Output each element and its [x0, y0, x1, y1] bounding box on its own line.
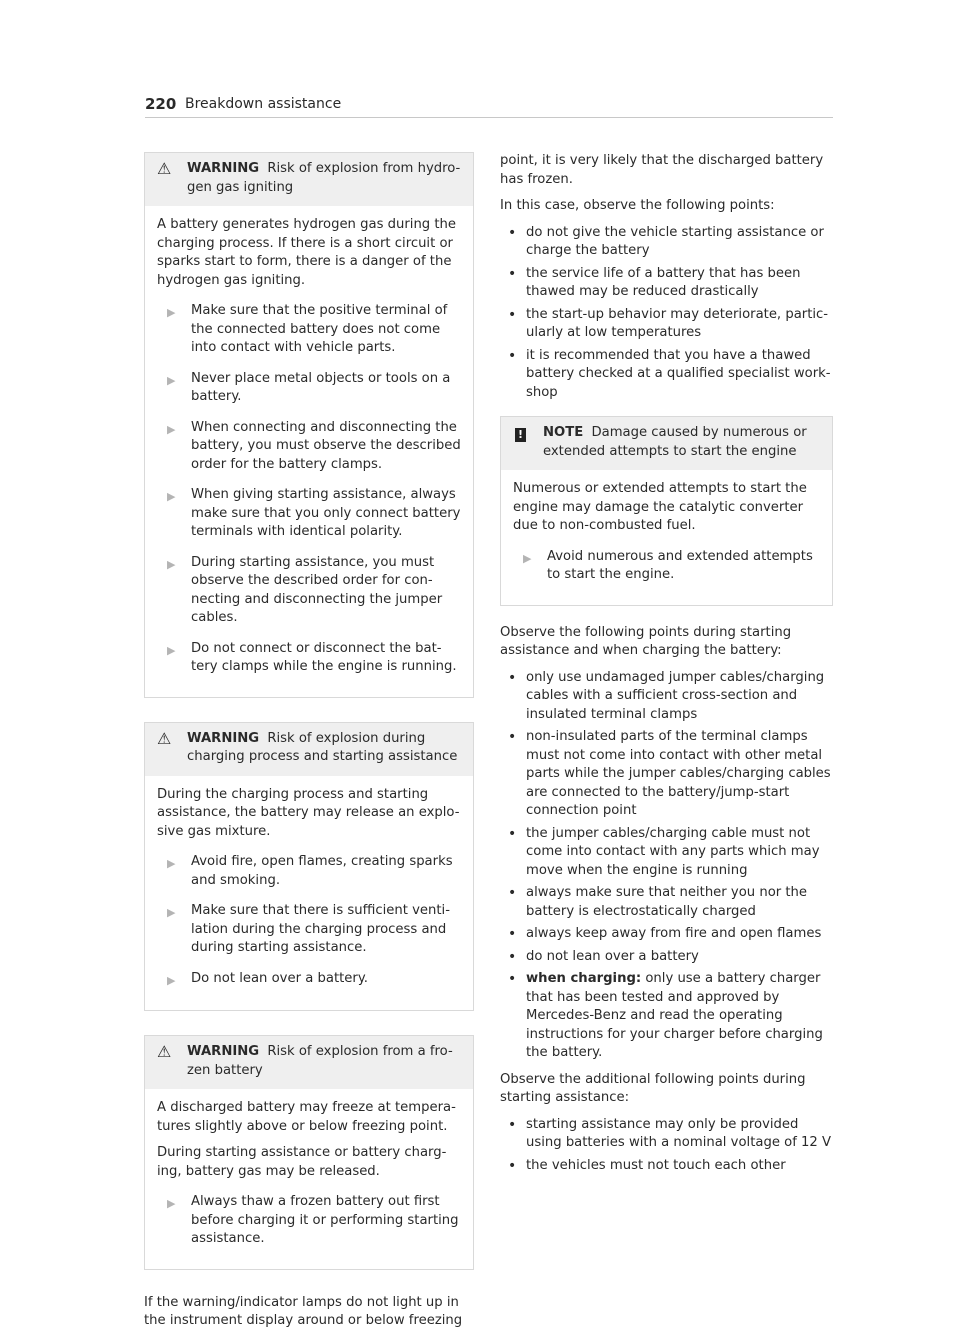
- right-column: [500, 152, 833, 1183]
- list-item: • the service life of a battery that has been thawed may be reduced drastically: [500, 265, 833, 302]
- warning-title: Risk of explosion from hydro-gen gas igniting: [187, 161, 461, 195]
- warning-box-frozen: [144, 1035, 474, 1270]
- bold-lead: when charging:: [526, 971, 642, 986]
- paragraph: point, it is very likely that the discharged battery has frozen.: [500, 153, 824, 187]
- bullet-list: [500, 224, 833, 403]
- bullet-list: [500, 1116, 833, 1176]
- warning-triangle-icon: ⚠: [157, 728, 172, 748]
- warning-body: During starting assistance or battery charg-ing, battery gas may be released.: [157, 1145, 447, 1179]
- warning-body: A battery generates hydrogen gas during the charging process. If there is a short circuit or sparks start to form, there is a danger of the hydrogen gas igniting.: [157, 217, 457, 288]
- section-title: Breakdown assistance: [185, 96, 342, 112]
- list-item: • non-insulated parts of the terminal clamps must not come into contact with other metal parts while the jumper cables/charging cables are connected to the battery/jump-start connection point: [500, 728, 833, 821]
- warning-triangle-icon: ⚠: [157, 1042, 172, 1061]
- warning-label: WARNING: [187, 161, 260, 176]
- step: ▶ When giving starting assistance, always make sure that you only connect battery terminals with identical polarity.: [157, 486, 461, 542]
- warning-triangle-icon: ⚠: [157, 159, 172, 178]
- warning-body: During the charging process and starting assistance, the battery may release an explo-sive gas mixture.: [157, 786, 460, 839]
- paragraph: Observe the following points during starting assistance and when charging the battery:: [500, 624, 792, 658]
- note-box: [500, 416, 833, 606]
- warning-label: WARNING: [187, 730, 260, 746]
- list-item-charging: • when charging: only use a battery charger that has been tested and approved by Mercedes-Benz and read the operating instructions for your charger before charging the battery.: [500, 970, 833, 1063]
- list-item: • the jumper cables/charging cable must not come into contact with any parts which may move when the engine is running: [500, 825, 833, 881]
- arrow-icon: ▶: [167, 643, 176, 657]
- warning-body: A discharged battery may freeze at tempera-tures slightly above or below freezing point.: [157, 1100, 456, 1134]
- warning-header: [145, 1036, 473, 1089]
- list-item: • starting assistance may only be provided using batteries with a nominal voltage of 12 V: [500, 1116, 833, 1153]
- note-title: Damage caused by numerous or extended attempts to start the engine: [543, 425, 807, 459]
- bullet-list: [500, 669, 833, 1063]
- step: ▶ When connecting and disconnecting the battery, you must observe the described order for the battery clamps.: [157, 419, 461, 475]
- arrow-icon: ▶: [167, 373, 176, 387]
- step: ▶ Avoid numerous and extended attempts to start the engine.: [513, 548, 820, 585]
- arrow-icon: ▶: [167, 557, 176, 571]
- step: ▶ During starting assistance, you must observe the described order for con-necting and disconnecting the jumper cables.: [157, 554, 461, 628]
- arrow-icon: ▶: [167, 1197, 176, 1210]
- list-item: • do not lean over a battery: [500, 948, 833, 967]
- warning-box-hydrogen: [144, 152, 474, 698]
- note-label: NOTE: [543, 425, 584, 440]
- paragraph: Observe the additional following points during starting assistance:: [500, 1071, 806, 1105]
- warning-header: [145, 153, 473, 206]
- left-column: [144, 152, 474, 1339]
- list-item: • only use undamaged jumper cables/charging cables with a sufficient cross-section and insulated terminal clamps: [500, 669, 833, 725]
- step: ▶ Make sure that the positive terminal of the connected battery does not come into contact with vehicle parts.: [157, 302, 461, 358]
- step: ▶ Do not lean over a battery.: [157, 970, 461, 991]
- step: ▶ Never place metal objects or tools on a battery.: [157, 370, 461, 407]
- step: ▶ Avoid fire, open flames, creating sparks and smoking.: [157, 853, 461, 890]
- arrow-icon: ▶: [523, 551, 532, 565]
- note-body: Numerous or extended attempts to start the engine may damage the catalytic converter due to non-combusted fuel.: [513, 481, 807, 533]
- arrow-icon: ▶: [167, 306, 176, 319]
- arrow-icon: ▶: [167, 973, 176, 987]
- page-number: 220: [145, 95, 177, 113]
- list-item: • do not give the vehicle starting assistance or charge the battery: [500, 224, 833, 261]
- step: ▶ Make sure that there is sufficient venti-lation during the charging process and during starting assistance.: [157, 902, 461, 958]
- arrow-icon: ▶: [167, 857, 176, 870]
- exclamation-icon: !: [515, 428, 526, 442]
- paragraph: In this case, observe the following points:: [500, 198, 775, 213]
- list-item: • it is recommended that you have a thawed battery checked at a qualified specialist work-shop: [500, 347, 833, 403]
- step: ▶ Always thaw a frozen battery out first before charging it or performing starting assistance.: [157, 1193, 461, 1249]
- list-item: • always make sure that neither you nor the battery is electrostatically charged: [500, 884, 833, 921]
- page-header: [145, 95, 833, 118]
- warning-header: [145, 723, 473, 776]
- step: ▶ Do not connect or disconnect the bat-tery clamps while the engine is running.: [157, 640, 461, 677]
- arrow-icon: ▶: [167, 422, 176, 436]
- warning-title: Risk of explosion from a fro-zen battery: [187, 1044, 453, 1078]
- arrow-icon: ▶: [167, 906, 176, 919]
- arrow-icon: ▶: [167, 490, 176, 503]
- list-item: • the start-up behavior may deteriorate, partic-ularly at low temperatures: [500, 306, 833, 343]
- list-item: • the vehicles must not touch each other: [500, 1157, 833, 1176]
- warning-label: WARNING: [187, 1044, 260, 1059]
- paragraph: If the warning/indicator lamps do not light up in the instrument display around or below freezing: [144, 1294, 463, 1328]
- note-header: [501, 417, 832, 470]
- warning-box-charging: [144, 722, 474, 1012]
- warning-title: Risk of explosion during charging process and starting assistance: [187, 730, 458, 764]
- list-item: • always keep away from fire and open flames: [500, 925, 833, 944]
